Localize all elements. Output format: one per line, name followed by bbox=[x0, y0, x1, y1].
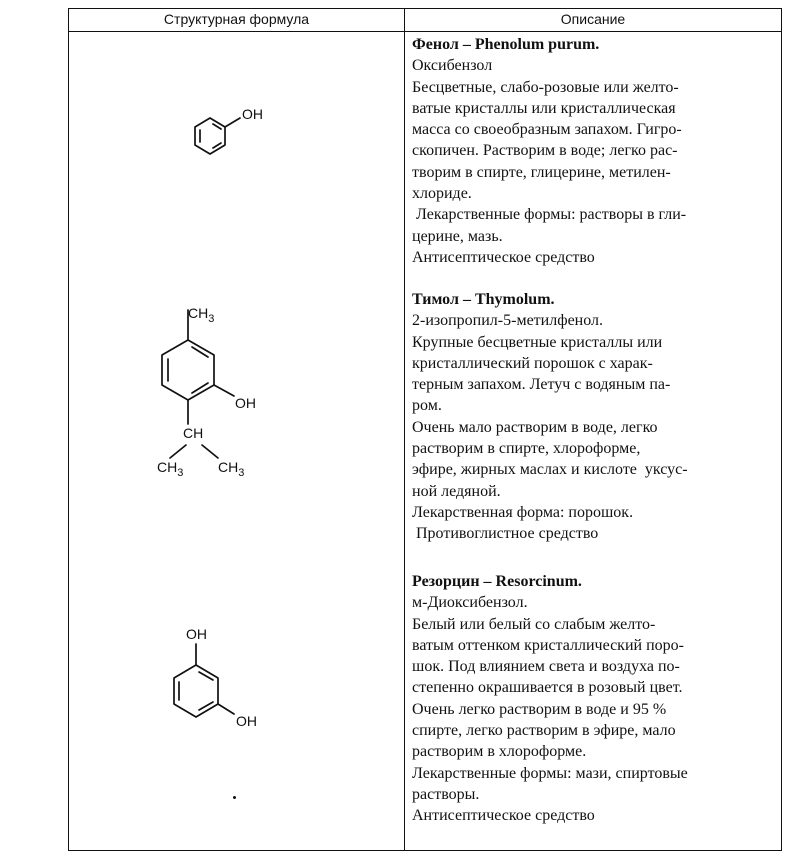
thymol-title: Тимол – Thymolum. bbox=[412, 291, 555, 308]
phenol-structure bbox=[180, 100, 290, 170]
thymol-description bbox=[412, 289, 688, 545]
phenol-line: хлориде. bbox=[412, 185, 472, 203]
thymol-line: растворим в спирте, хлороформе, bbox=[412, 440, 641, 458]
thymol-line: ром. bbox=[412, 397, 442, 415]
resorcinol-line: м-Диоксибензол. bbox=[412, 594, 528, 612]
resorcinol-line: степенно окрашивается в розовый цвет. bbox=[412, 679, 683, 697]
thymol-ch-label: CH bbox=[183, 425, 204, 441]
resorcinol-ring bbox=[174, 665, 218, 717]
thymol-line: Очень мало растворим в воде, легко bbox=[412, 418, 658, 436]
resorcinol-structure bbox=[150, 620, 290, 740]
resorcinol-line: Белый или белый со слабым желто- bbox=[412, 615, 656, 633]
resorcinol-line: спирте, легко растворим в эфире, мало bbox=[412, 722, 676, 740]
phenol-description bbox=[412, 34, 686, 268]
thymol-line: Противоглистное средство bbox=[412, 525, 599, 543]
phenol-line: масса со своеобразным запахом. Гигро- bbox=[412, 121, 682, 139]
resorcinol-line: растворим в хлороформе. bbox=[412, 743, 587, 761]
resorcinol-line: Лекарственные формы: мази, спиртовые bbox=[412, 764, 688, 782]
phenol-line: Бесцветные, слабо-розовые или желто- bbox=[412, 78, 679, 96]
thymol-ch3-left-label: $CH_3$ bbox=[157, 459, 184, 479]
resorcinol-title: Резорцин – Resorcinum. bbox=[412, 573, 582, 590]
resorcinol-line: Антисептическое средство bbox=[412, 807, 595, 825]
resorcinol-line: Очень легко растворим в воде и 95 % bbox=[412, 700, 667, 718]
resorcinol-description bbox=[412, 571, 688, 827]
phenol-line: церине, мазь. bbox=[412, 227, 503, 245]
resorcinol-line: растворы. bbox=[412, 785, 480, 803]
column-divider bbox=[404, 9, 405, 850]
phenol-oh-label: OH bbox=[242, 106, 263, 122]
resorcinol-line: шок. Под влиянием света и воздуха по- bbox=[412, 658, 680, 676]
phenol-title: Фенол – Phenolum purum. bbox=[412, 36, 600, 53]
phenol-line: творим в спирте, глицерине, метилен- bbox=[412, 163, 671, 181]
thymol-line: Лекарственная форма: порошок. bbox=[412, 503, 634, 521]
thymol-ring bbox=[162, 340, 214, 400]
resorcinol-oh-bottom-label: OH bbox=[236, 713, 257, 729]
phenol-line: Лекарственные формы: растворы в гли- bbox=[412, 206, 687, 224]
phenol-line: скопичен. Растворим в воде; легко рас- bbox=[412, 142, 678, 160]
header-structure: Структурная формула bbox=[163, 11, 310, 27]
thymol-ch3-top-label: $CH_3$ bbox=[188, 305, 215, 325]
phenol-line: Антисептическое средство bbox=[412, 248, 595, 266]
resorcinol-oh-top-label: OH bbox=[186, 626, 207, 642]
thymol-line: ной ледяной. bbox=[412, 482, 501, 500]
thymol-line: эфире, жирных маслах и кислоте уксус- bbox=[412, 461, 688, 479]
header-description: Описание bbox=[560, 11, 626, 27]
thymol-ch3-right-label: $CH_3$ bbox=[218, 459, 245, 479]
thymol-line: Крупные бесцветные кристаллы или bbox=[412, 333, 663, 351]
phenol-line: ватые кристаллы или кристаллическая bbox=[412, 99, 676, 117]
thymol-oh-label: OH bbox=[235, 395, 256, 411]
phenol-line: Оксибензол bbox=[412, 57, 493, 75]
thymol-line: терным запахом. Летуч с водяным па- bbox=[412, 376, 671, 394]
stray-dot bbox=[233, 796, 236, 799]
thymol-line: 2-изопропил-5-метилфенол. bbox=[412, 312, 604, 330]
resorcinol-line: ватым оттенком кристаллический поро- bbox=[412, 636, 684, 654]
table-header-row bbox=[69, 9, 781, 32]
thymol-structure bbox=[150, 300, 290, 480]
thymol-line: кристаллический порошок с харак- bbox=[412, 354, 653, 372]
